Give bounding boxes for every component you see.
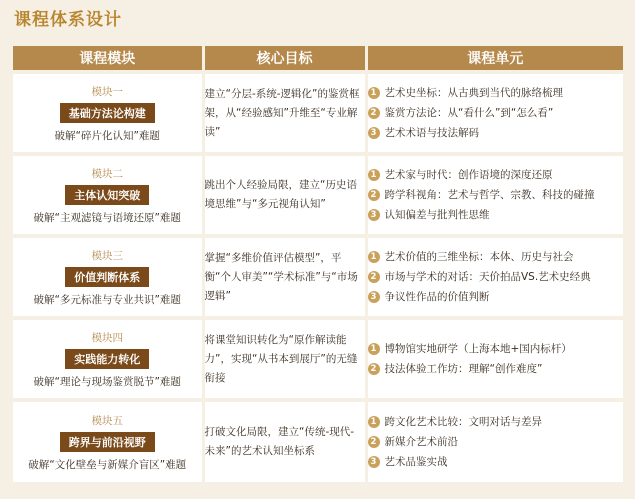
units-cell bbox=[366, 72, 623, 154]
unit-text: 认知偏差与批判性思维 bbox=[384, 209, 490, 221]
module-number: 模块三 bbox=[91, 249, 123, 262]
unit-text: 艺术品鉴实战 bbox=[384, 456, 448, 468]
list-item bbox=[368, 83, 624, 103]
module-name: 主体认知突破 bbox=[65, 185, 149, 205]
goal-cell: 将课堂知识转化为“原作解读能力”，实现“从书本到展厅”的无缝衔接 bbox=[203, 318, 366, 400]
list-item bbox=[368, 103, 624, 123]
module-number: 模块五 bbox=[91, 414, 123, 427]
unit-text: 艺术家与时代：创作语境的深度还原 bbox=[384, 169, 553, 181]
curriculum-table bbox=[13, 46, 623, 482]
module-problem: 破解“文化壁垒与新媒介盲区”难题 bbox=[28, 458, 187, 471]
unit-text: 跨学科视角：艺术与哲学、宗教、科技的碰撞 bbox=[384, 189, 595, 201]
module-cell bbox=[13, 318, 203, 400]
unit-text: 博物馆实地研学（上海本地+国内标杆） bbox=[384, 343, 572, 355]
page-title: 课程体系设计 bbox=[14, 10, 122, 30]
units-cell bbox=[366, 400, 623, 482]
goal-cell: 跳出个人经验局限，建立“历史语境思维”与“多元视角认知” bbox=[203, 154, 366, 236]
table-header-row bbox=[13, 46, 623, 72]
module-problem: 破解“多元标准与专业共识”难题 bbox=[33, 293, 181, 306]
number-badge-icon: 2 bbox=[368, 271, 380, 283]
units-cell bbox=[366, 154, 623, 236]
table-row bbox=[13, 72, 623, 154]
unit-text: 艺术价值的三维坐标：本体、历史与社会 bbox=[384, 251, 574, 263]
number-badge-icon: 1 bbox=[368, 87, 380, 99]
number-badge-icon: 2 bbox=[368, 363, 380, 375]
goal-cell: 掌握“多维价值评估模型”，平衡“个人审美”“学术标准”与“市场逻辑” bbox=[203, 236, 366, 318]
list-item bbox=[368, 412, 624, 432]
unit-text: 市场与学术的对话：天价拍品VS.艺术史经典 bbox=[384, 271, 591, 283]
unit-text: 艺术史坐标：从古典到当代的脉络梳理 bbox=[384, 87, 563, 99]
table-row bbox=[13, 154, 623, 236]
module-cell bbox=[13, 400, 203, 482]
number-badge-icon: 3 bbox=[368, 209, 380, 221]
table-row bbox=[13, 236, 623, 318]
list-item bbox=[368, 123, 624, 143]
number-badge-icon: 1 bbox=[368, 416, 380, 428]
list-item bbox=[368, 247, 624, 267]
number-badge-icon: 3 bbox=[368, 127, 380, 139]
module-number: 模块四 bbox=[91, 331, 123, 344]
unit-text: 技法体验工作坊：理解“创作难度” bbox=[384, 363, 543, 375]
module-cell bbox=[13, 154, 203, 236]
units-cell bbox=[366, 318, 623, 400]
header-goal: 核心目标 bbox=[203, 46, 366, 72]
module-number: 模块一 bbox=[91, 85, 123, 98]
module-name: 实践能力转化 bbox=[65, 349, 149, 369]
list-item bbox=[368, 339, 624, 359]
table-row bbox=[13, 400, 623, 482]
number-badge-icon: 1 bbox=[368, 169, 380, 181]
list-item bbox=[368, 452, 624, 472]
unit-text: 新媒介艺术前沿 bbox=[384, 436, 458, 448]
list-item bbox=[368, 359, 624, 379]
module-problem: 破解“碎片化认知”难题 bbox=[54, 129, 160, 142]
module-name: 基础方法论构建 bbox=[60, 103, 155, 123]
number-badge-icon: 3 bbox=[368, 456, 380, 468]
number-badge-icon: 2 bbox=[368, 107, 380, 119]
header-module: 课程模块 bbox=[13, 46, 203, 72]
table-row bbox=[13, 318, 623, 400]
number-badge-icon: 1 bbox=[368, 343, 380, 355]
module-name: 价值判断体系 bbox=[65, 267, 149, 287]
number-badge-icon: 2 bbox=[368, 436, 380, 448]
module-cell bbox=[13, 236, 203, 318]
goal-cell: 建立“分层-系统-逻辑化”的鉴赏框架，从“经验感知”升维至“专业解读” bbox=[203, 72, 366, 154]
number-badge-icon: 2 bbox=[368, 189, 380, 201]
module-problem: 破解“主观滤镜与语境还原”难题 bbox=[33, 211, 181, 224]
number-badge-icon: 1 bbox=[368, 251, 380, 263]
module-cell bbox=[13, 72, 203, 154]
goal-cell: 打破文化局限，建立“传统-现代-未来”的艺术认知坐标系 bbox=[203, 400, 366, 482]
module-problem: 破解“理论与现场鉴赏脱节”难题 bbox=[33, 375, 181, 388]
module-number: 模块二 bbox=[91, 167, 123, 180]
list-item bbox=[368, 287, 624, 307]
number-badge-icon: 3 bbox=[368, 291, 380, 303]
list-item bbox=[368, 205, 624, 225]
unit-text: 鉴赏方法论：从“看什么”到“怎么看” bbox=[384, 107, 554, 119]
module-name: 跨界与前沿视野 bbox=[60, 432, 155, 452]
list-item bbox=[368, 432, 624, 452]
list-item bbox=[368, 267, 624, 287]
unit-text: 争议性作品的价值判断 bbox=[384, 291, 490, 303]
unit-text: 跨文化艺术比较：文明对话与差异 bbox=[384, 416, 542, 428]
header-units: 课程单元 bbox=[366, 46, 623, 72]
unit-text: 艺术术语与技法解码 bbox=[384, 127, 479, 139]
list-item bbox=[368, 165, 624, 185]
units-cell bbox=[366, 236, 623, 318]
list-item bbox=[368, 185, 624, 205]
